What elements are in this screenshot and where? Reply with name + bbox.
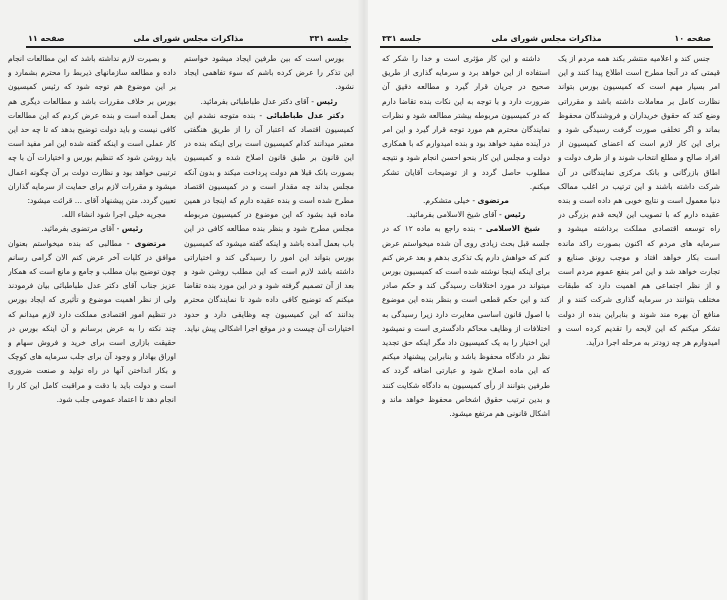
- paragraph-text: بنده راجع به ماده ۱۲ که در جلسه قبل بحث زیادی روی آن شده میخواستم عرض کنم که خواهش دارم یک تذکری بدهم و بعد عرض کنم برای اینکه اینجا نوشته شده است که کمیسیون بورس میتواند در مورد اختلافات رسیدگی کند و حکم صادر کند و این حکم قطعی است و بنظر بنده این موضوع با اصول قانون اساسی مغایرت دارد زیرا رسیدگی به اختلافات از وظایف محاکم دادگستری است و نمیشود این اختیار را به یک کمیسیون داد مگر اینکه حق تجدید نظر در دادگاه محفوظ باشد و بنابراین پیشنهاد میکنم که این ماده اصلاح شود و عبارتی اضافه گردد که طرفین بتوانند از رأی کمیسیون به دادگاه شکایت کنند و بدین ترتیب حقوق اشخاص محفوظ خواهد ماند و اشکال قانونی هم مرتفع میشود.: [382, 224, 550, 419]
- speech-paragraph: [382, 222, 550, 421]
- session-number: جلسه ۳۳۱: [309, 34, 349, 43]
- text-column-right: [558, 52, 720, 597]
- speaker-name: رئیس: [504, 210, 526, 220]
- paragraph: [558, 52, 720, 350]
- page-header: [26, 34, 351, 48]
- paragraph-text: آقای مرتضوی بفرمائید.: [41, 224, 115, 234]
- dash: -: [475, 224, 486, 234]
- speaker-name: شیخ الاسلامی: [485, 224, 540, 234]
- paragraph: [382, 52, 550, 194]
- right-page: [368, 0, 727, 600]
- paragraph: [8, 52, 176, 208]
- dash: -: [255, 110, 267, 120]
- running-title: مذاکرات مجلس شورای ملی: [133, 34, 244, 43]
- dash: -: [121, 238, 135, 248]
- speech-paragraph: [8, 237, 176, 407]
- speech-paragraph: [382, 194, 550, 208]
- text-column-left: [382, 52, 550, 597]
- paragraph: [184, 52, 354, 95]
- paragraph-text: و بصیرت لازم نداشته باشد که این مطالعات انجام داده و مطالعه سازمانهای ذیربط را محترم بشمارد و بر این موضوع هم توجه شود که رئیس کمیسیون بورس بر خلاف مقررات باشد و مطالعات دیگری هم بعمل آمده است و بنده عرض کردم که این مطالعات کافی نیست و باید دولت توضیح بدهد که تا چه حد این کار عملی است و اینکه گفته شده این امر مفید است باید روشن شود که تنظیم بورس و اختیارات آن با چه ترتیبی خواهد بود و نظارت دولت بر آن چگونه اعمال میشود و مقررات لازم برای حمایت از سرمایه گذاران تعیین گردد. متن پیشنهاد آقای ... قرائت میشود:: [8, 54, 176, 206]
- page-number: صفحه ۱۱: [28, 34, 65, 43]
- paragraph-text: آقای دکتر عدل طباطبائی بفرمائید.: [200, 96, 309, 106]
- paragraph-text: جنس کند و اعلامیه منتشر بکند همه مردم از یک قیمتی که در آنجا مطرح است اطلاع پیدا کنند و این امر بسیار مهم است که کمیسیون بورس بتواند نظارت کامل بر معاملات داشته باشد و مقرراتی وضع کند که حقوق خریداران و فروشندگان محفوظ بماند و اگر تخلفی صورت گرفت رسیدگی شود و برای این کار لازم است که اعضای کمیسیون از افراد صالح و مطلع انتخاب شوند و از طرف دولت و اطاق بازرگانی و بانک مرکزی نمایندگانی در آن شرکت داشته باشند و این ترتیب در اغلب ممالک دنیا معمول است و نتایج خوبی هم داده است و بنده عقیده دارم که با تصویب این لایحه قدم بزرگی در راه توسعه اقتصادی مملکت برداشته میشود و سرمایه های مردم که اکنون بصورت راکد مانده است بکار خواهد افتاد و موجب رونق صنایع و تجارت خواهد شد و این امر بنفع عموم مردم است و از نظر اجتماعی هم اهمیت دارد که طبقات مختلف بتوانند در سرمایه گذاری شرکت کنند و از منافع آن بهره مند شوند و بنابراین بنده از دولت تشکر میکنم که این لایحه را تقدیم کرده است و امیدوارم هر چه زودتر به مرحله اجرا درآید.: [558, 54, 720, 348]
- speech-paragraph: [382, 208, 550, 222]
- speaker-name: رئیس: [316, 96, 338, 106]
- session-number: جلسه ۳۳۱: [382, 34, 422, 43]
- page-header: [380, 34, 713, 48]
- paragraph: [8, 208, 176, 222]
- paragraph-text: مطالبی که بنده میخواستم بعنوان موافق در کلیات آخر عرض کنم الان گرامی رسانم چون توضیح بیان مطلب و جامع و مانع است که همکار عزیز جناب آقای دکتر عدل طباطبائی بیان فرمودند ولی از نظر اهمیت موضوع و تأثیری که ایجاد بورس در تنظیم امور اقتصادی مملکت دارد لازم میدانم که چند نکته را به عرض برسانم و آن اینکه بورس در حقیقت بازاری است برای خرید و فروش سهام و اوراق بهادار و وجود آن برای جلب سرمایه های کوچک و بکار انداختن آنها در راه تولید و صنعت ضروری است و دولت باید با دقت و مراقبت کامل این کار را انجام دهد تا اعتماد عمومی جلب شود.: [8, 238, 176, 404]
- dash: -: [469, 196, 478, 206]
- text-column-left: [8, 52, 176, 597]
- paragraph-text: بورس است که بین طرفین ایجاد میشود خواستم این تذکر را عرض کرده باشم که سوء تفاهمی ایجاد نشود.: [184, 54, 354, 92]
- speech-paragraph: [184, 95, 354, 109]
- paragraph-text: بنده متوجه نشدم این کمیسیون اقتصاد که اعتبار آن را از طریق هنگفتی معتبر میدانند کدام کمیسیون است برای اینکه بنده در این قانون بر طبق قانون اصلاح شده و کمیسیون بصورت بانک قبلا هم دولت پرداخت میکند و بدون آنکه مجلس بداند چه مقدار است و در کمیسیون اقتصاد مطرح شده است و بنده عقیده دارم که اینجا در همین ماده قید بشود که این موضوع در کمیسیون مربوطه مجلس مطرح شود و بنظر بنده مطالعه کافی در این باب بعمل آمده باشد و اینکه گفته میشود که کمیسیون بورس بتواند این امور را رسیدگی کند و اختیاراتی داشته باشد لازم است که این مطلب روشن شود و بعد از آن تصمیم گرفته شود و در این مورد بنده تقاضا میکنم که توضیح کافی داده شود تا نمایندگان محترم بدانند که این کمیسیون چه وظایفی دارد و حدود اختیارات آن چیست و در موقع اجرا اشکالی پیش نیاید.: [184, 110, 354, 333]
- page-number: صفحه ۱۰: [674, 34, 711, 43]
- text-column-right: [184, 52, 354, 597]
- paragraph-text: داشته و این کار مؤثری است و خدا را شکر که استفاده از این خواهد برد و سرمایه گذاری از طریق صحیح در جریان قرار گیرد و مطالعه دقیق آن ضرورت دارد و با توجه به این نکات بنده تقاضا دارم که در کمیسیون مربوطه بیشتر مطالعه شود و نظرات نمایندگان محترم هم مورد توجه قرار گیرد و این امر در آینده مفید خواهد بود و بنده امیدوارم که با همکاری دولت و مجلس این کار بنحو احسن انجام شود و نتیجه مطلوب حاصل گردد و از توضیحات آقایان تشکر میکنم.: [382, 54, 550, 191]
- speaker-name: دکتر عدل طباطبائی: [266, 110, 344, 120]
- speech-paragraph: [8, 222, 176, 236]
- dash: -: [114, 224, 122, 234]
- speech-paragraph: [184, 109, 354, 336]
- paragraph-text: آقای شیخ الاسلامی بفرمائید.: [406, 210, 497, 220]
- speaker-name: مرتضوی: [477, 196, 509, 206]
- paragraph-text: خیلی متشکرم.: [423, 196, 470, 206]
- dash: -: [496, 210, 505, 220]
- left-page: [0, 0, 360, 600]
- running-title: مذاکرات مجلس شورای ملی: [491, 34, 602, 43]
- paragraph-text: مجریه خیلی اجرا شود انشاء الله.: [61, 210, 166, 220]
- speaker-name: رئیس: [121, 224, 143, 234]
- speaker-name: مرتضوی: [134, 238, 166, 248]
- dash: -: [308, 96, 317, 106]
